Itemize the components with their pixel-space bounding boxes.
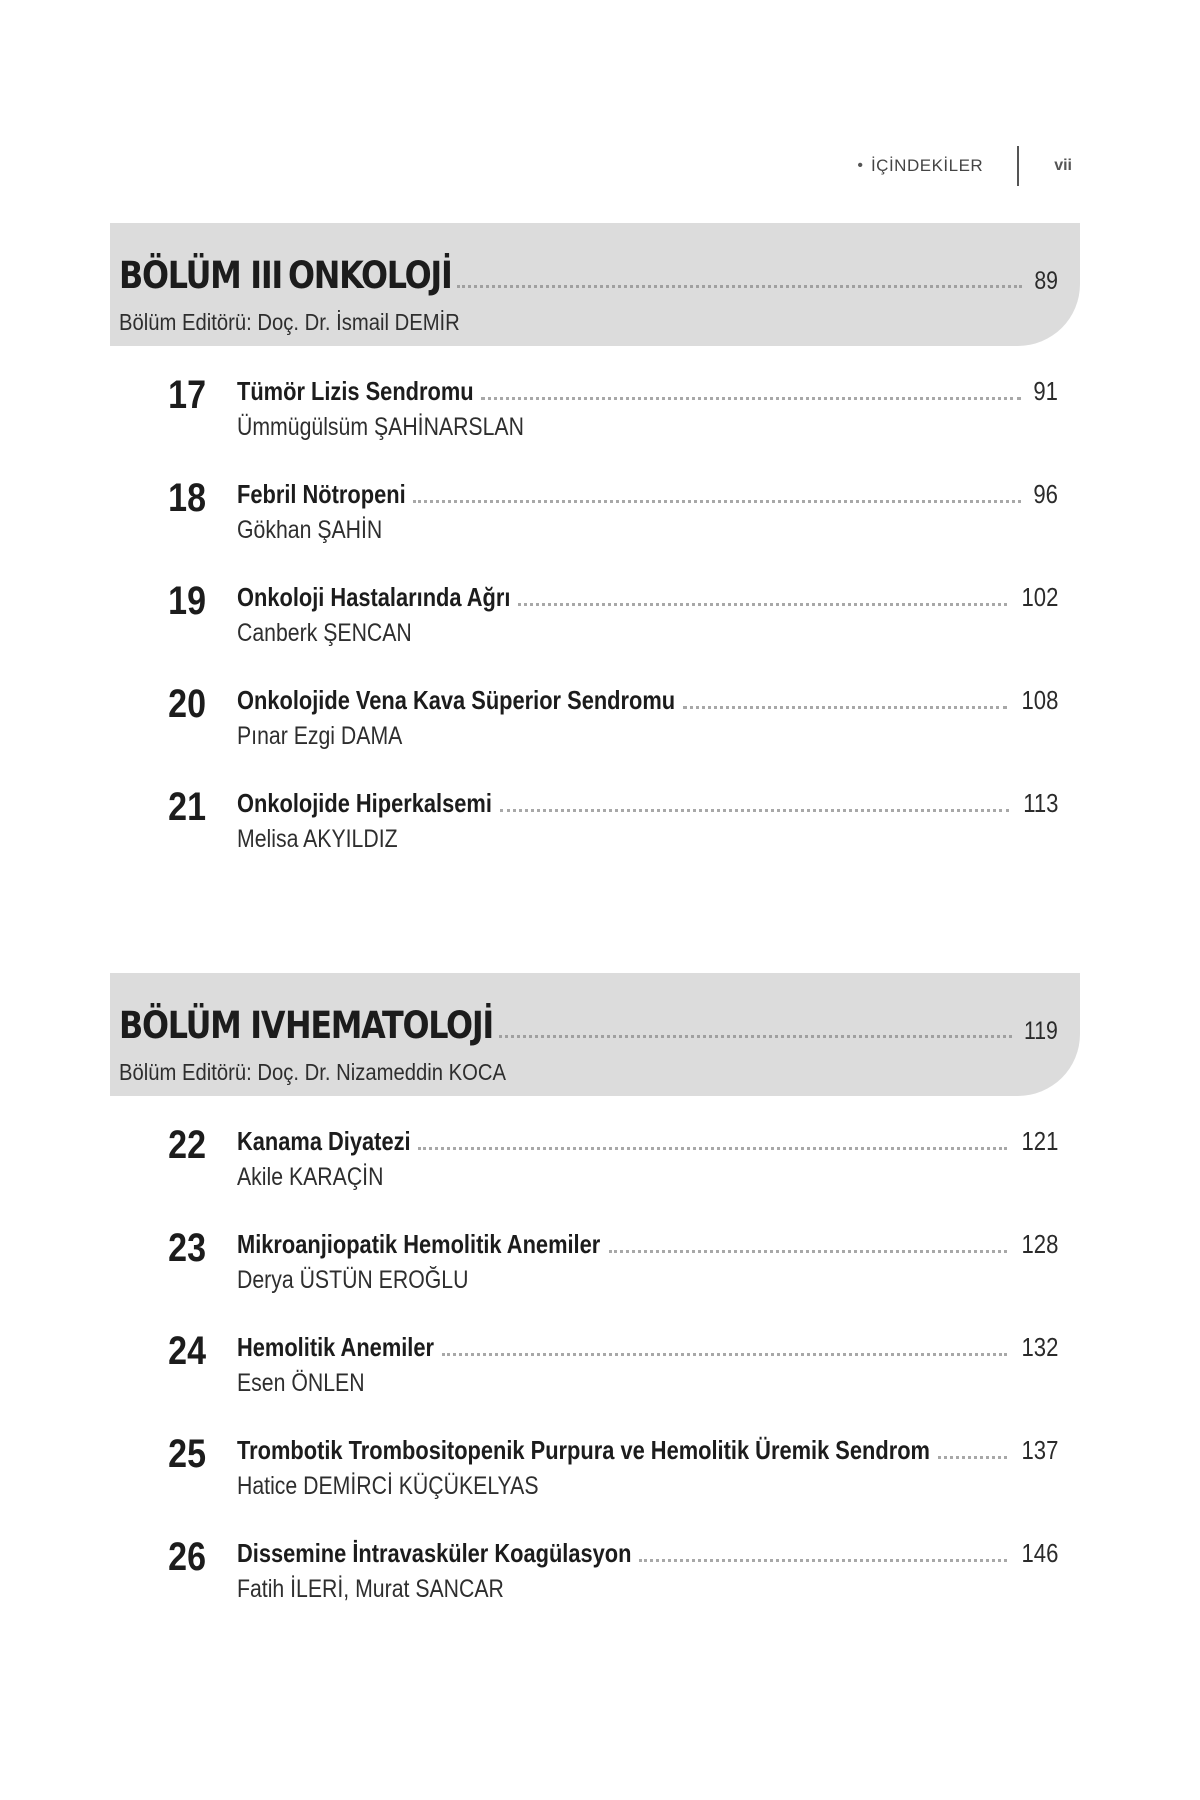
chapter-number: 18 bbox=[168, 476, 206, 520]
chapter-list bbox=[110, 373, 1080, 888]
chapter-page: 128 bbox=[1021, 1229, 1058, 1259]
running-head-bullet: • bbox=[857, 157, 863, 174]
chapter-page: 137 bbox=[1021, 1435, 1058, 1465]
dot-leader bbox=[518, 603, 1007, 606]
section-editor: Bölüm Editörü: Doç. Dr. Nizameddin KOCA bbox=[119, 1059, 506, 1085]
dot-leader bbox=[481, 397, 1021, 400]
toc-entry[interactable] bbox=[110, 1329, 1080, 1432]
toc-entry[interactable] bbox=[110, 1123, 1080, 1226]
chapter-page: 132 bbox=[1021, 1332, 1058, 1362]
chapter-author: Canberk ŞENCAN bbox=[237, 619, 412, 647]
part-label: BÖLÜM IV bbox=[119, 1004, 285, 1047]
toc-entry[interactable] bbox=[110, 1226, 1080, 1329]
section-header bbox=[110, 223, 1080, 346]
chapter-title: Febril Nötropeni bbox=[237, 479, 406, 509]
part-name: ONKOLOJİ bbox=[287, 254, 452, 297]
chapter-page: 146 bbox=[1021, 1538, 1058, 1568]
chapter-number: 24 bbox=[168, 1329, 206, 1373]
chapter-author: Akile KARAÇİN bbox=[237, 1163, 384, 1191]
chapter-title: Dissemine İntravasküler Koagülasyon bbox=[237, 1538, 632, 1568]
toc-entry[interactable] bbox=[110, 476, 1080, 579]
toc-entry[interactable] bbox=[110, 785, 1080, 888]
chapter-author: Ümmügülsüm ŞAHİNARSLAN bbox=[237, 413, 524, 441]
running-head-divider bbox=[1017, 146, 1019, 186]
chapter-author: Pınar Ezgi DAMA bbox=[237, 722, 403, 750]
dot-leader bbox=[457, 285, 1022, 288]
chapter-number: 26 bbox=[168, 1535, 206, 1579]
toc-entry[interactable] bbox=[110, 1432, 1080, 1535]
section-header bbox=[110, 973, 1080, 1096]
chapter-title: Trombotik Trombositopenik Purpura ve Hemolitik Üremik Sendrom bbox=[237, 1435, 930, 1465]
part-page: 119 bbox=[1024, 1017, 1058, 1045]
chapter-page: 102 bbox=[1021, 582, 1058, 612]
dot-leader bbox=[418, 1147, 1006, 1150]
chapter-page: 113 bbox=[1022, 788, 1058, 818]
toc-entry[interactable] bbox=[110, 373, 1080, 476]
chapter-author: Melisa AKYILDIZ bbox=[237, 825, 398, 853]
chapter-title: Onkolojide Hiperkalsemi bbox=[237, 788, 492, 818]
chapter-author: Derya ÜSTÜN EROĞLU bbox=[237, 1266, 469, 1294]
section-editor: Bölüm Editörü: Doç. Dr. İsmail DEMİR bbox=[119, 309, 460, 335]
chapter-page: 96 bbox=[1033, 479, 1058, 509]
chapter-title: Mikroanjiopatik Hemolitik Anemiler bbox=[237, 1229, 601, 1259]
toc-entry[interactable] bbox=[110, 579, 1080, 682]
part-label: BÖLÜM III bbox=[119, 254, 282, 297]
chapter-number: 22 bbox=[168, 1123, 206, 1167]
dot-leader bbox=[609, 1250, 1007, 1253]
section-oncology bbox=[110, 223, 1080, 888]
chapter-title: Kanama Diyatezi bbox=[237, 1126, 411, 1156]
dot-leader bbox=[442, 1353, 1007, 1356]
dot-leader bbox=[683, 706, 1007, 709]
chapter-title: Onkolojide Vena Kava Süperior Sendromu bbox=[237, 685, 676, 715]
chapter-page: 91 bbox=[1033, 376, 1058, 406]
toc-entry[interactable] bbox=[110, 682, 1080, 785]
chapter-author: Fatih İLERİ, Murat SANCAR bbox=[237, 1575, 504, 1603]
chapter-page: 108 bbox=[1021, 685, 1058, 715]
chapter-number: 19 bbox=[168, 579, 206, 623]
dot-leader bbox=[500, 809, 1008, 812]
toc-entry[interactable] bbox=[110, 1535, 1080, 1638]
running-head bbox=[857, 146, 1072, 186]
chapter-author: Hatice DEMİRCİ KÜÇÜKELYAS bbox=[237, 1472, 539, 1500]
chapter-number: 21 bbox=[168, 785, 206, 829]
running-head-title: İÇİNDEKİLER bbox=[870, 156, 984, 175]
chapter-list bbox=[110, 1123, 1080, 1638]
dot-leader bbox=[938, 1456, 1007, 1459]
dot-leader bbox=[639, 1559, 1006, 1562]
chapter-number: 23 bbox=[168, 1226, 206, 1270]
chapter-title: Hemolitik Anemiler bbox=[237, 1332, 435, 1362]
chapter-author: Gökhan ŞAHİN bbox=[237, 516, 383, 544]
chapter-author: Esen ÖNLEN bbox=[237, 1369, 365, 1397]
part-name: HEMATOLOJİ bbox=[284, 1004, 493, 1047]
chapter-title: Onkoloji Hastalarında Ağrı bbox=[237, 582, 511, 612]
dot-leader bbox=[413, 500, 1021, 503]
chapter-number: 20 bbox=[168, 682, 206, 726]
dot-leader bbox=[499, 1035, 1013, 1038]
part-page: 89 bbox=[1034, 267, 1058, 295]
chapter-number: 25 bbox=[168, 1432, 206, 1476]
section-hematology bbox=[110, 973, 1080, 1638]
chapter-page: 121 bbox=[1021, 1126, 1058, 1156]
chapter-title: Tümör Lizis Sendromu bbox=[237, 376, 474, 406]
page-number: vii bbox=[1054, 157, 1072, 174]
chapter-number: 17 bbox=[168, 373, 206, 417]
